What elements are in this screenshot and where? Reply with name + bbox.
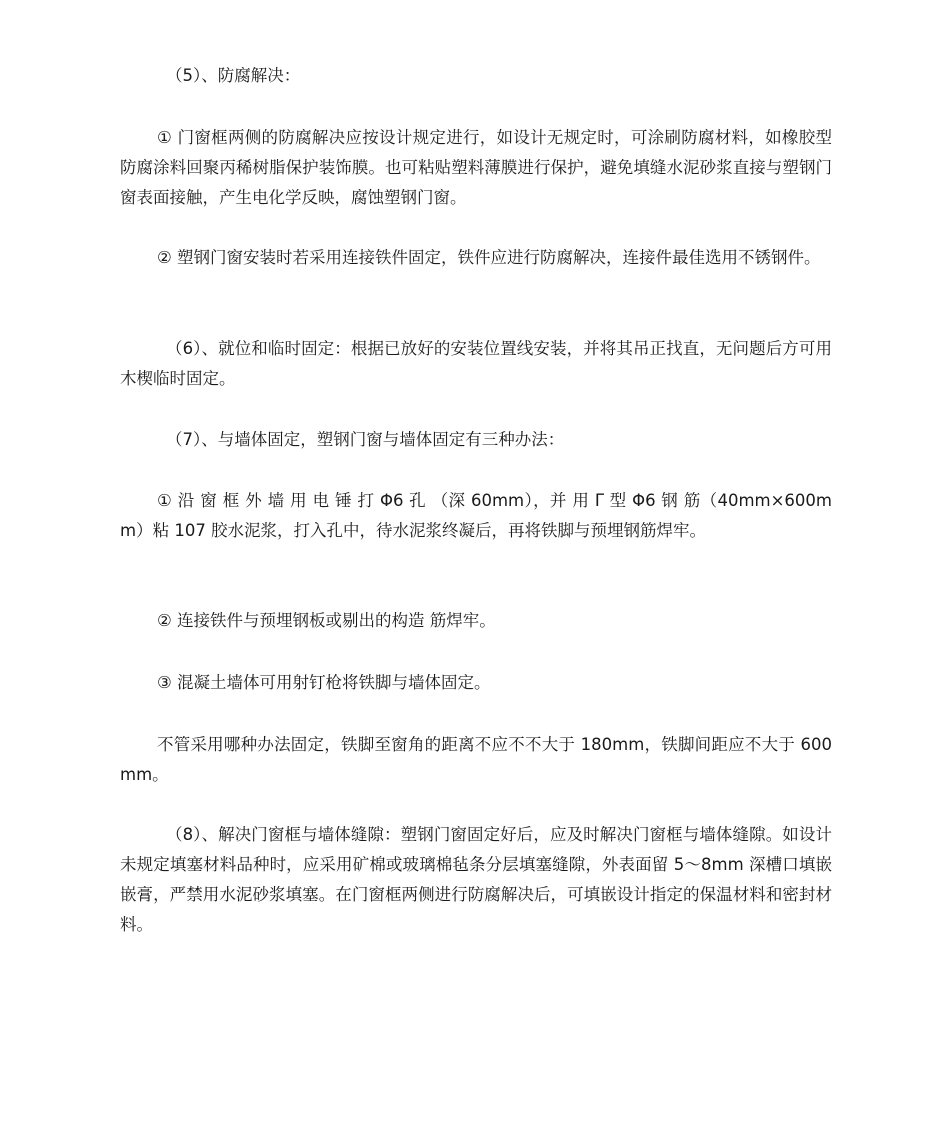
paragraph-iron-foot-spacing: 不管采用哪种办法固定，铁脚至窗角的距离不应不不大于 180mm，铁脚间距应不大于 600mm。 — [120, 735, 832, 784]
section-6-paragraph: （6）、就位和临时固定：根据已放好的安装位置线安装，并将其吊正找直，无问题后方可用木楔临时固定。 — [120, 339, 832, 388]
paragraph-fixing-method-2: ② 连接铁件与预埋钢板或剔出的构造 筋焊牢。 — [157, 611, 496, 630]
paragraph-fixing-method-3: ③ 混凝土墙体可用射钉枪将铁脚与墙体固定。 — [157, 673, 491, 692]
section-7-heading: （7）、与墙体固定，塑钢门窗与墙体固定有三种办法： — [166, 430, 565, 449]
section-8-paragraph: （8）、解决门窗框与墙体缝隙：塑钢门窗固定好后，应及时解决门窗框与墙体缝隙。如设计未规定填塞材料品种时，应采用矿棉或玻璃棉毡条分层填塞缝隙，外表面留 5～8mm 深槽口填嵌嵌膏，严禁用水泥砂浆填塞。在门窗框两侧进行防腐解决后，可填嵌设计指定的保温材料和密封材料。 — [120, 825, 832, 934]
paragraph-fixing-method-1: ① 沿 窗 框 外 墙 用 电 锤 打 Φ6 孔 （深 60mm），并 用 Γ 型 Φ6 钢 筋（40mm×600mm）粘 107 胶水泥浆，打入孔中，待水泥浆终凝后，再将铁脚与预埋钢筋焊牢。 — [120, 491, 832, 540]
section-5-heading: （5）、防腐解决： — [166, 66, 301, 85]
paragraph-anticorrosion-1: ① 门窗框两侧的防腐解决应按设计规定进行，如设计无规定时，可涂刷防腐材料，如橡胶型防腐涂料回聚丙稀树脂保护装饰膜。也可粘贴塑料薄膜进行保护，避免填缝水泥砂浆直接与塑钢门窗表面接触，产生电化学反映，腐蚀塑钢门窗。 — [120, 128, 832, 207]
paragraph-anticorrosion-2: ② 塑钢门窗安装时若采用连接铁件固定，铁件应进行防腐解决，连接件最佳选用不锈钢件。 — [157, 248, 821, 267]
